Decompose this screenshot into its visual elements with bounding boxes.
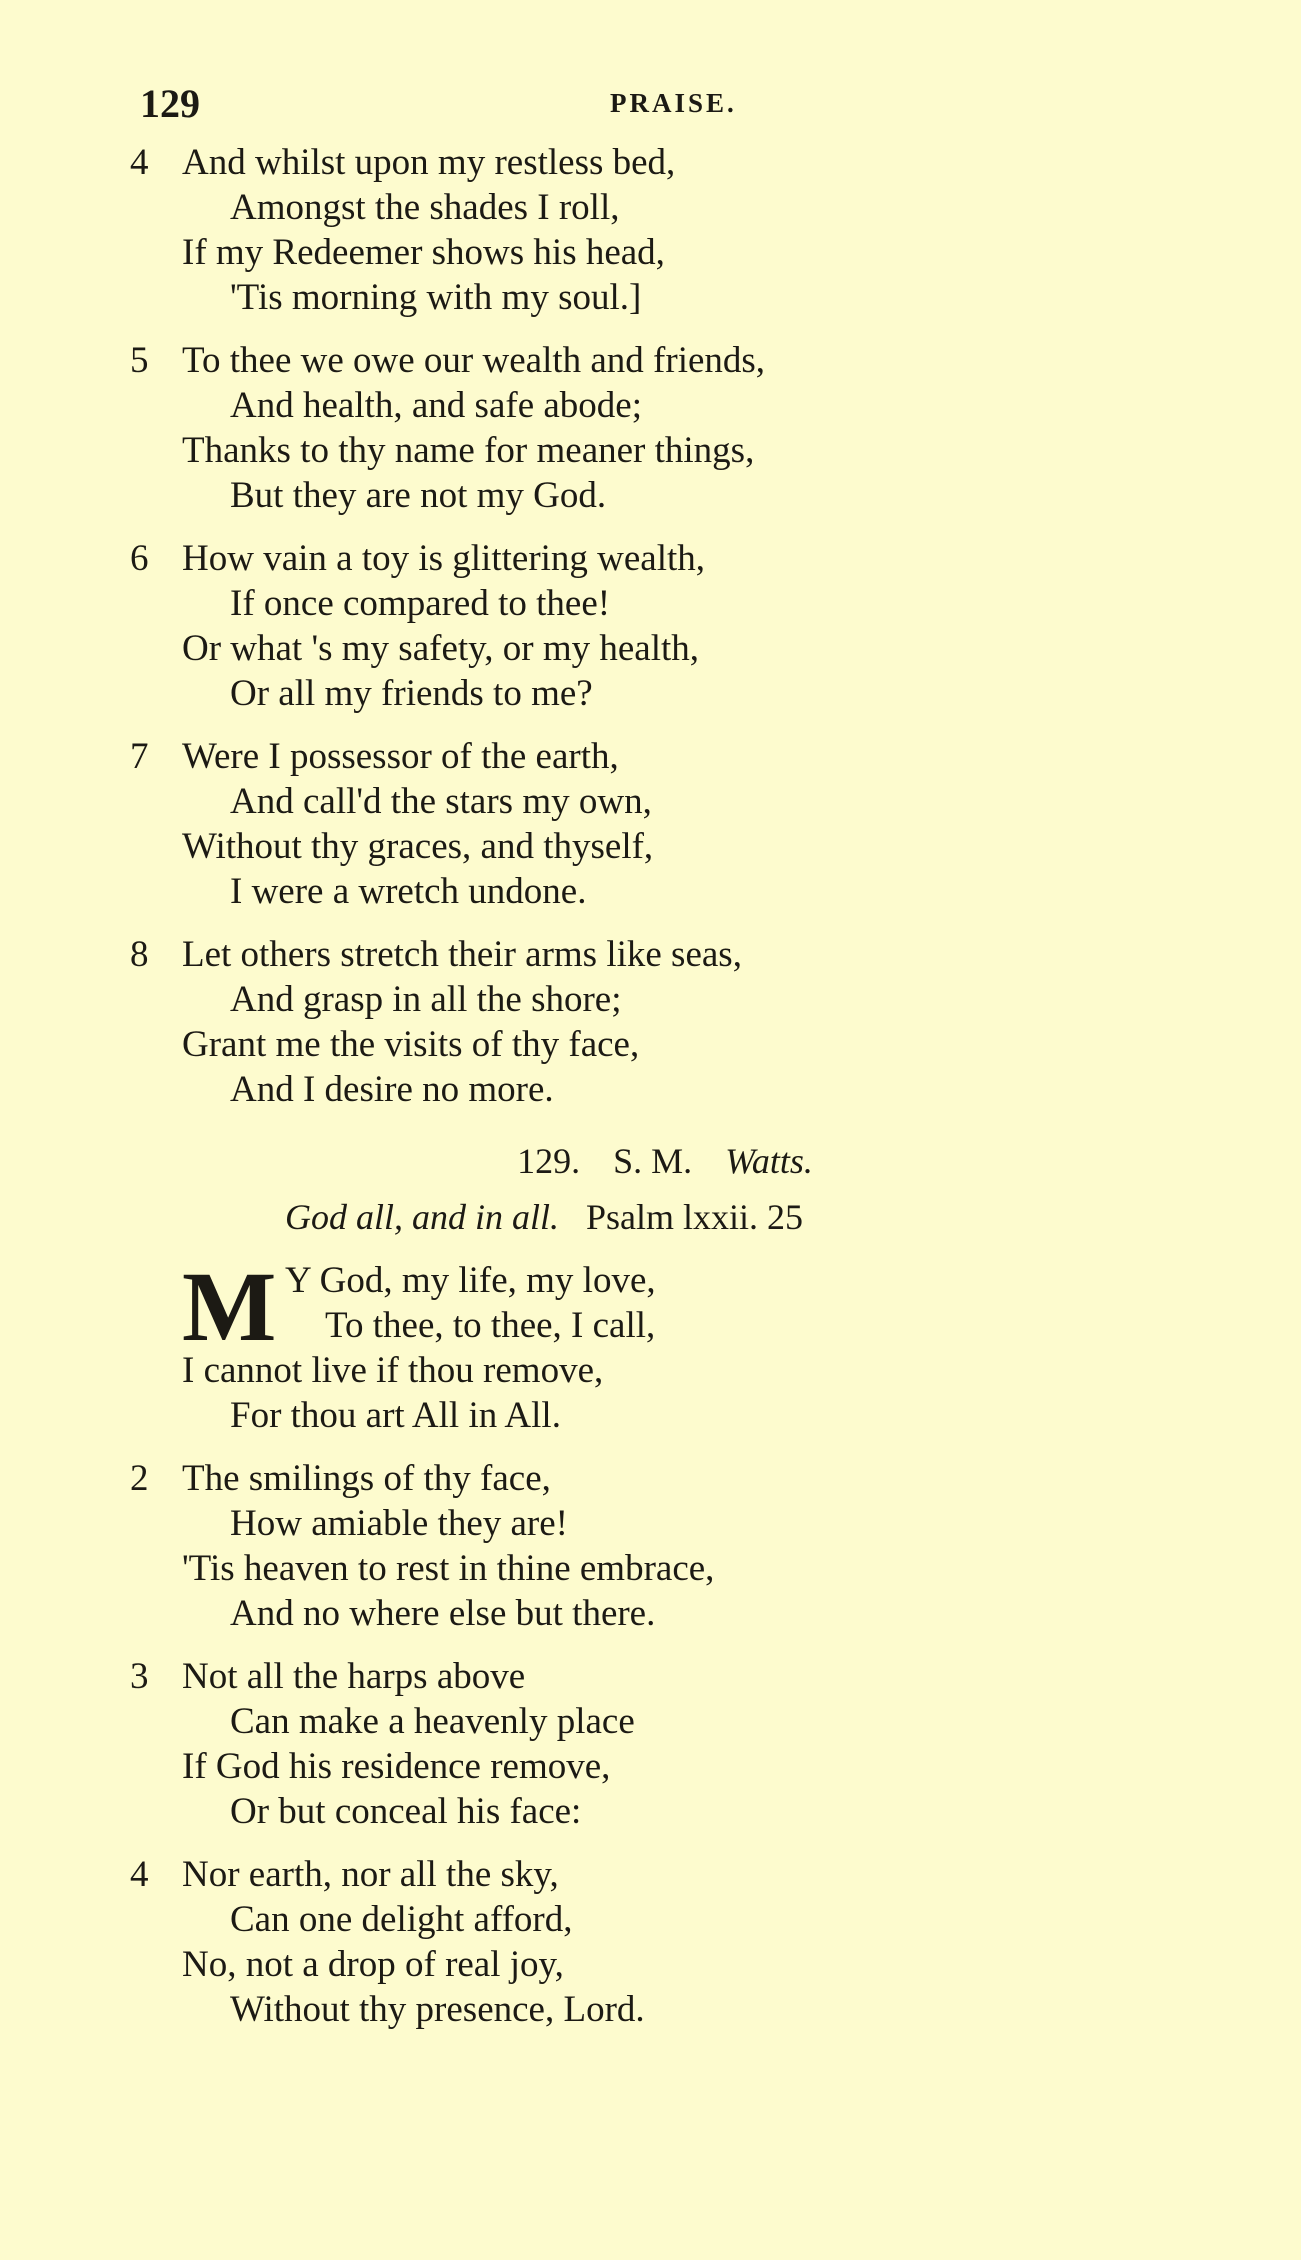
- stanza-line: Amongst the shades I roll,: [230, 187, 620, 228]
- hymn-author: Watts.: [725, 1141, 813, 1181]
- stanza-line: Or what 's my safety, or my health,: [182, 628, 700, 669]
- stanza-line: Without thy presence, Lord.: [230, 1989, 645, 2030]
- hymn-number: 129.: [517, 1141, 581, 1181]
- stanza-line: [130, 140, 1170, 185]
- running-head: PRAISE.: [610, 88, 737, 118]
- stanza-number: 2: [130, 1458, 149, 1499]
- stanza-number: 3: [130, 1656, 149, 1697]
- stanza-6: [130, 536, 1170, 716]
- stanza-line: Can one delight afford,: [230, 1899, 573, 1940]
- stanza-line: And I desire no more.: [230, 1069, 554, 1110]
- stanza-line: 'Tis heaven to rest in thine embrace,: [182, 1548, 715, 1589]
- stanza-line: And grasp in all the shore;: [230, 979, 622, 1020]
- hymn-subtitle: [130, 1192, 1170, 1242]
- stanza-line-text: Not all the harps above: [182, 1656, 526, 1697]
- stanza-line: If once compared to thee!: [230, 583, 611, 624]
- stanza-8: [130, 932, 1170, 1112]
- stanza-line: [130, 1852, 1170, 1897]
- stanza-number: 4: [130, 142, 149, 183]
- stanza-line: [130, 932, 1170, 977]
- stanza-4: [130, 140, 1170, 320]
- stanza-line: And no where else but there.: [230, 1593, 656, 1634]
- stanza-line: Without thy graces, and thyself,: [182, 826, 654, 867]
- stanza-line: [130, 338, 1170, 383]
- stanza-line: For thou art All in All.: [230, 1395, 561, 1436]
- stanza-line: But they are not my God.: [230, 475, 607, 516]
- stanza-line: Y God, my life, my love,: [285, 1260, 656, 1301]
- stanza-number: 5: [130, 340, 149, 381]
- stanza-2: [130, 1456, 1170, 1636]
- stanza-line-text: Nor earth, nor all the sky,: [182, 1854, 559, 1895]
- stanza-line-text: The smilings of thy face,: [182, 1458, 551, 1499]
- stanza-line: [130, 536, 1170, 581]
- stanza-line-text: To thee we owe our wealth and friends,: [182, 340, 766, 381]
- page-header: [140, 80, 1160, 130]
- stanza-line: 'Tis morning with my soul.]: [230, 277, 642, 318]
- hymn-128-continuation: [130, 140, 1170, 1112]
- psalm-reference: Psalm lxxii. 25: [586, 1197, 804, 1237]
- stanza-line: If my Redeemer shows his head,: [182, 232, 665, 273]
- stanza-5: [130, 338, 1170, 518]
- stanza-number: 6: [130, 538, 149, 579]
- stanza-line: [130, 1654, 1170, 1699]
- stanza-line-text: Were I possessor of the earth,: [182, 736, 619, 777]
- stanza-line: Thanks to thy name for meaner things,: [182, 430, 755, 471]
- hymn-129-stanzas: [130, 1456, 1170, 2032]
- stanza-line: Grant me the visits of thy face,: [182, 1024, 640, 1065]
- stanza-line: If God his residence remove,: [182, 1746, 611, 1787]
- stanza-line: I were a wretch undone.: [230, 871, 587, 912]
- stanza-line: And health, and safe abode;: [230, 385, 642, 426]
- hymn-129-heading: [130, 1136, 1170, 1186]
- page-content: [130, 140, 1170, 2050]
- stanza-line-text: How vain a toy is glittering wealth,: [182, 538, 706, 579]
- stanza-7: [130, 734, 1170, 914]
- stanza-3: [130, 1654, 1170, 1834]
- stanza-line: To thee, to thee, I call,: [325, 1305, 656, 1346]
- stanza-number: 8: [130, 934, 149, 975]
- stanza-line: I cannot live if thou remove,: [182, 1350, 604, 1391]
- stanza-line: [130, 1456, 1170, 1501]
- stanza-line: Or all my friends to me?: [230, 673, 593, 714]
- hymn-meter: S. M.: [613, 1141, 693, 1181]
- stanza-line: No, not a drop of real joy,: [182, 1944, 564, 1985]
- stanza-line: Can make a heavenly place: [230, 1701, 635, 1742]
- stanza-line-text: And whilst upon my restless bed,: [182, 142, 676, 183]
- stanza-line: [130, 734, 1170, 779]
- page-number: 129: [140, 81, 200, 126]
- stanza-line: Or but conceal his face:: [230, 1791, 582, 1832]
- stanza-line: How amiable they are!: [230, 1503, 568, 1544]
- drop-cap: M: [182, 1251, 277, 1362]
- stanza-number: 7: [130, 736, 149, 777]
- stanza-line: And call'd the stars my own,: [230, 781, 652, 822]
- hymn-theme: God all, and in all.: [285, 1197, 560, 1237]
- stanza-number: 4: [130, 1854, 149, 1895]
- stanza-1: [130, 1251, 1170, 1438]
- stanza-line-text: Let others stretch their arms like seas,: [182, 934, 742, 975]
- stanza-4: [130, 1852, 1170, 2032]
